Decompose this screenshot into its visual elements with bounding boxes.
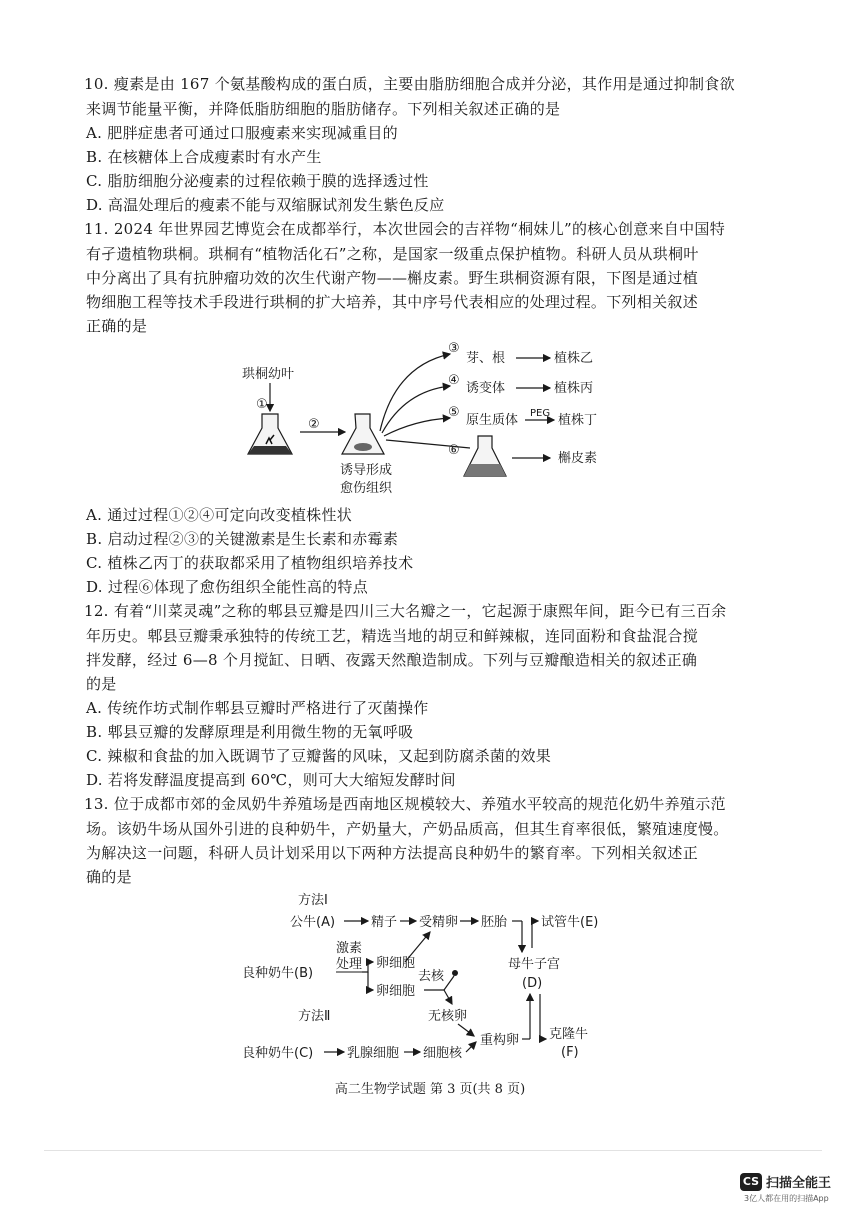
q10-option-a: A. 肥胖症患者可通过口服瘦素来实现减重目的 [86, 124, 398, 142]
branch-3-buds-roots: 芽、根 [466, 351, 506, 366]
q11-diagram [220, 336, 640, 501]
hormone-label-1: 激素 [336, 941, 363, 956]
q10-stem-line-1: 10. 瘦素是由 167 个氨基酸构成的蛋白质，主要由脂肪细胞合成并分泌，其作用是通过抑制食欲 [84, 75, 735, 93]
q11-stem-line-3: 中分离出了具有抗肿瘤功效的次生代谢产物——槲皮素。野生珙桐资源有限，下图是通过植 [86, 269, 699, 287]
flask-3-icon [464, 436, 506, 476]
q11-option-d: D. 过程⑥体现了愈伤组织全能性高的特点 [86, 578, 369, 596]
branch-5-peg: PEG [530, 408, 551, 419]
q11-option-a: A. 通过过程①②④可定向改变植株性状 [86, 506, 353, 524]
cow-b-label: 良种奶牛(B) [242, 966, 314, 981]
q11-option-c: C. 植株乙丙丁的获取都采用了植物组织培养技术 [86, 554, 414, 572]
branch-5-protoplast: 原生质体 [466, 413, 519, 428]
cell-nucleus-label: 细胞核 [423, 1046, 463, 1061]
test-tube-calf-e: 试管牛(E) [541, 915, 599, 930]
q12-option-d: D. 若将发酵温度提高到 60℃，则可大大缩短发酵时间 [86, 771, 456, 789]
flask-2-icon [342, 414, 384, 454]
q12-option-b: B. 郫县豆瓣的发酵原理是利用微生物的无氧呼吸 [86, 723, 414, 741]
q13-stem-line-1: 13. 位于成都市郊的金凤奶牛养殖场是西南地区规模较大、养殖水平较高的规范化奶牛养殖示范 [84, 795, 726, 813]
cow-c-label: 良种奶牛(C) [242, 1046, 314, 1061]
q12-stem-line-1: 12. 有着“川菜灵魂”之称的郫县豆瓣是四川三大名瓣之一，它起源于康熙年间，距今已有三百余 [84, 602, 727, 620]
q12-stem-line-3: 拌发酵，经过 6—8 个月搅缸、日晒、夜露天然酿造制成。下列与豆瓣酿造相关的叙述正确 [86, 651, 698, 669]
q11-stem-line-1: 11. 2024 年世界园艺博览会在成都举行，本次世园会的吉祥物“桐妹儿”的核心创意来自中国特 [84, 220, 726, 238]
branch-6-number: ⑥ [448, 443, 460, 458]
bull-a-label: 公牛(A) [290, 915, 336, 930]
q11-stem-line-4: 物细胞工程等技术手段进行珙桐的扩大培养，其中序号代表相应的处理过程。下列相关叙述 [86, 293, 699, 311]
branch-3-result: 植株乙 [554, 351, 594, 366]
step-1-label: ① [256, 397, 268, 412]
sperm-label: 精子 [371, 915, 398, 930]
enucleate-label: 去核 [418, 969, 445, 984]
branch-4-mutant: 诱变体 [466, 381, 506, 396]
method-2-label: 方法Ⅱ [298, 1009, 331, 1024]
reconstructed-egg-label: 重构卵 [480, 1033, 520, 1048]
step-2-label: ② [308, 417, 320, 432]
embryo-label: 胚胎 [481, 915, 508, 930]
callus-label-line-2: 愈伤组织 [340, 481, 393, 496]
q13-stem-line-2: 场。该奶牛场从国外引进的良种奶牛，产奶量大，产奶品质高，但其生育率很低，繁殖速度慢。 [86, 820, 729, 838]
q12-option-a: A. 传统作坊式制作郫县豆瓣时严格进行了灭菌操作 [86, 699, 429, 717]
page-footer: 高二生物学试题 第 3 页(共 8 页) [334, 1082, 526, 1097]
method-1-label: 方法Ⅰ [298, 893, 328, 908]
mammary-cell-label: 乳腺细胞 [347, 1046, 400, 1061]
branch-5-result: 植株丁 [558, 413, 598, 428]
branch-6-result: 槲皮素 [558, 451, 598, 466]
cs-logo-icon: CS [740, 1173, 762, 1191]
branch-4-result: 植株丙 [554, 381, 594, 396]
uterus-d-label: (D) [522, 976, 543, 991]
branch-4-number: ④ [448, 373, 460, 388]
callus-label-line-1: 诱导形成 [340, 463, 393, 478]
q13-diagram [240, 890, 620, 1070]
removed-nucleus-icon [452, 970, 458, 976]
branch-5-number: ⑤ [448, 405, 460, 420]
cloned-calf-label: 克隆牛 [549, 1027, 589, 1042]
flask-1-icon [248, 414, 292, 454]
enucleated-egg-label: 无核卵 [428, 1009, 468, 1024]
scan-divider [44, 1150, 822, 1151]
q11-option-b: B. 启动过程②③的关键激素是生长素和赤霉素 [86, 530, 399, 548]
egg-cell-2-label: 卵细胞 [376, 984, 416, 999]
q10-option-d: D. 高温处理后的瘦素不能与双缩脲试剂发生紫色反应 [86, 196, 445, 214]
q13-stem-line-4: 确的是 [86, 868, 132, 886]
hormone-label-2: 处理 [336, 957, 363, 972]
q11-stem-line-2: 有孑遗植物珙桐。珙桐有“植物活化石”之称，是国家一级重点保护植物。科研人员从珙桐叶 [86, 245, 699, 263]
q12-stem-line-2: 年历史。郫县豆瓣秉承独特的传统工艺，精选当地的胡豆和鲜辣椒，连同面粉和食盐混合搅 [86, 627, 699, 645]
q10-option-b: B. 在核糖体上合成瘦素时有水产生 [86, 148, 322, 166]
uterus-label: 母牛子宫 [508, 957, 561, 972]
q12-option-c: C. 辣椒和食盐的加入既调节了豆瓣酱的风味，又起到防腐杀菌的效果 [86, 747, 552, 765]
egg-cell-1-label: 卵细胞 [376, 956, 416, 971]
q13-stem-line-3: 为解决这一问题，科研人员计划采用以下两种方法提高良种奶牛的繁育率。下列相关叙述正 [86, 844, 699, 862]
q11-stem-line-5: 正确的是 [86, 317, 148, 335]
q12-stem-line-4: 的是 [86, 675, 117, 693]
source-leaf-label: 珙桐幼叶 [242, 367, 295, 382]
scanner-watermark [740, 1172, 831, 1191]
q10-option-c: C. 脂肪细胞分泌瘦素的过程依赖于膜的选择透过性 [86, 172, 429, 190]
branch-3-number: ③ [448, 341, 460, 356]
scanner-slogan: 3亿人都在用的扫描App [744, 1194, 829, 1203]
q10-stem-line-2: 来调节能量平衡，并降低脂肪细胞的脂肪储存。下列相关叙述正确的是 [86, 100, 561, 118]
cloned-calf-f-label: (F) [561, 1045, 579, 1060]
fertilized-egg-label: 受精卵 [419, 915, 459, 930]
scanner-app-name: 扫描全能王 [766, 1176, 832, 1191]
